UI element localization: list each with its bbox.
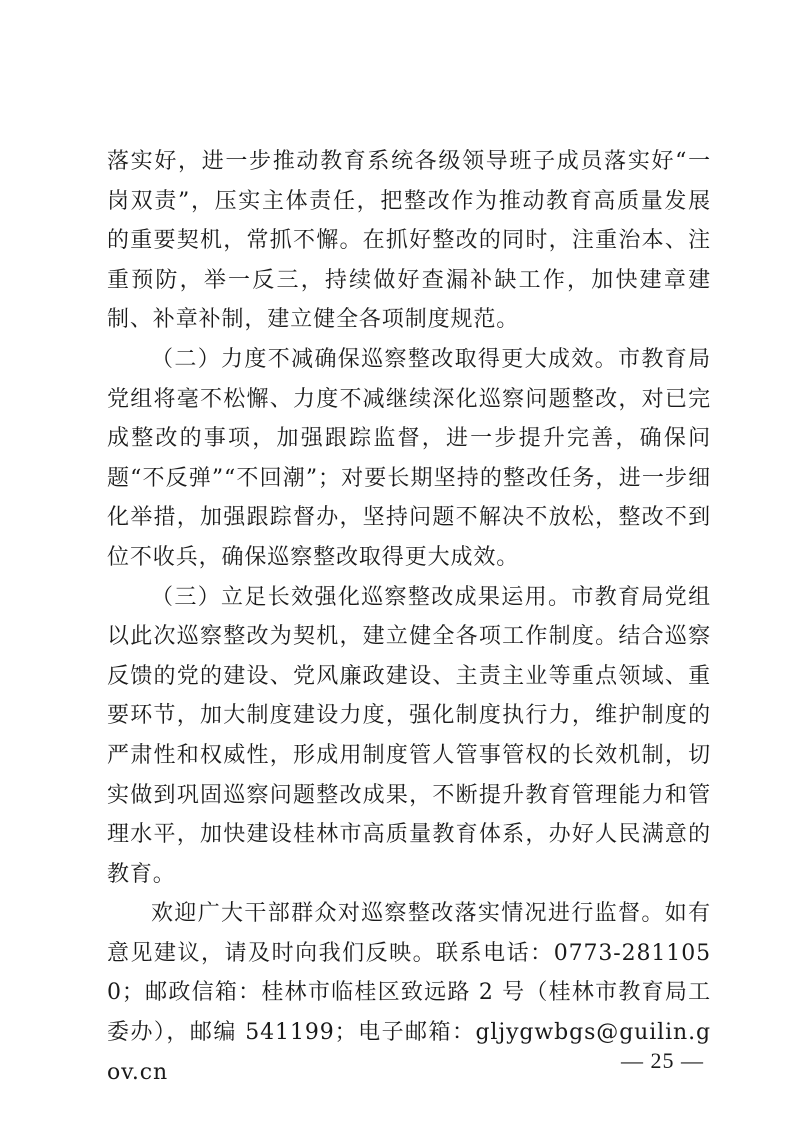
paragraph-section-three bbox=[107, 578, 711, 895]
paragraph-section-two bbox=[107, 340, 711, 578]
document-body bbox=[107, 142, 711, 1092]
section-three-body: 市教育局党组以此次巡察整改为契机，建立健全各项工作制度。结合巡察反馈的党的建设、党风廉政建设、主责主业等重点领域、重要环节，加大制度建设力度，强化制度执行力，维护制度的严肃性和权威性，形成用制度管人管事管权的长效机制，切实做到巩固巡察问题整改成果，不断提升教育管理能力和管理水平，加快建设桂林市高质量教育体系，办好人民满意的教育。 bbox=[107, 584, 712, 887]
section-three-heading: （三）立足长效强化巡察整改成果运用。 bbox=[151, 584, 572, 610]
section-two-heading: （二）力度不减确保巡察整改取得更大成效。 bbox=[151, 346, 619, 372]
section-two-body: 市教育局党组将毫不松懈、力度不减继续深化巡察问题整改，对已完成整改的事项，加强跟踪监督，进一步提升完善，确保问题“不反弹”“不回潮”；对要长期坚持的整改任务，进一步细化举措，加强跟踪督办，坚持问题不解决不放松，整改不到位不收兵，确保巡察整改取得更大成效。 bbox=[107, 346, 711, 570]
paragraph-continuation: 落实好，进一步推动教育系统各级领导班子成员落实好“一岗双责”，压实主体责任，把整改作为推动教育高质量发展的重要契机，常抓不懈。在抓好整改的同时，注重治本、注重预防，举一反三，持续做好查漏补缺工作，加快建章建制、补章补制，建立健全各项制度规范。 bbox=[107, 149, 711, 333]
page-number: — 25 — bbox=[621, 1048, 704, 1073]
paragraph-contact-info: 欢迎广大干部群众对巡察整改落实情况进行监督。如有意见建议，请及时向我们反映。联系电话：0773-2811050；邮政信箱：桂林市临桂区致远路 2 号（桂林市教育局工委办），邮编 541199；电子邮箱：gljygwbgs@guilin.gov.cn bbox=[107, 901, 711, 1085]
